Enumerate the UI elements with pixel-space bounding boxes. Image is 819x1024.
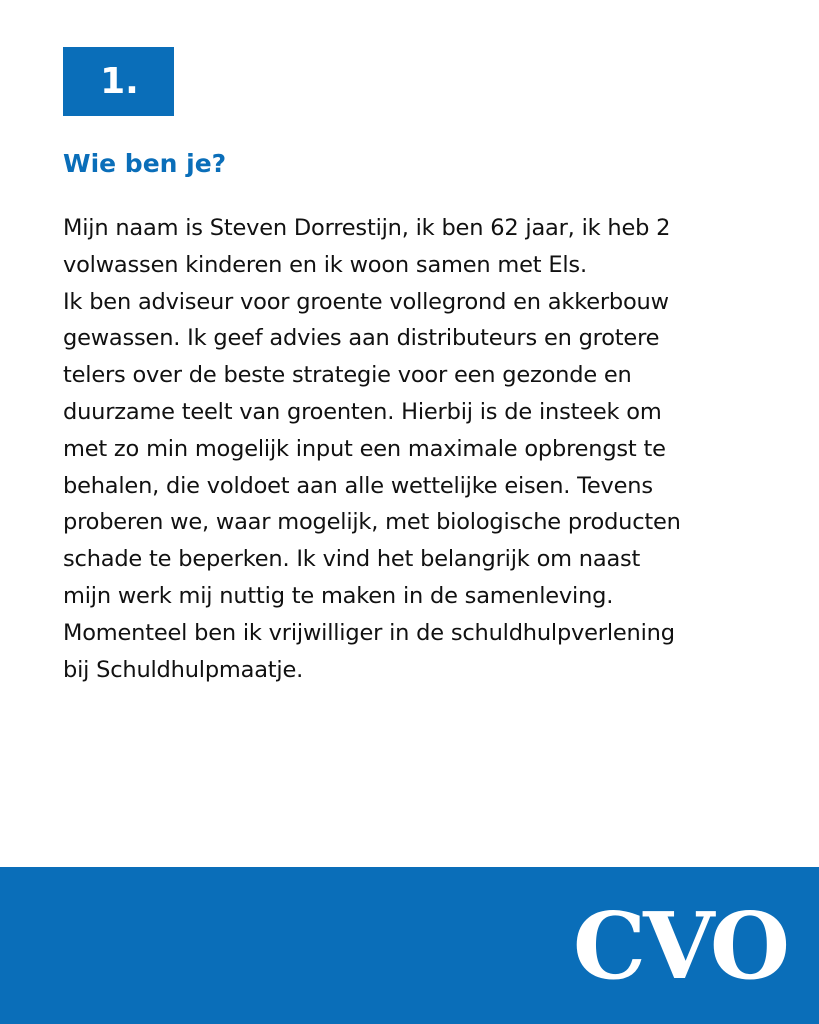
answer-line: Ik ben adviseur voor groente vollegrond en akkerbouw bbox=[63, 288, 669, 315]
answer-line: mijn werk mij nuttig te maken in de samenleving. bbox=[63, 582, 614, 609]
answer-line: bij Schuldhulpmaatje. bbox=[63, 656, 304, 683]
answer-line: proberen we, waar mogelijk, met biologische producten bbox=[63, 509, 681, 536]
answer-line: duurzame teelt van groenten. Hierbij is de insteek om bbox=[63, 398, 662, 425]
answer-line: gewassen. Ik geef advies aan distributeurs en grotere bbox=[63, 325, 660, 352]
answer-line: behalen, die voldoet aan alle wettelijke eisen. Tevens bbox=[63, 472, 653, 499]
question-heading: Wie ben je? bbox=[63, 149, 227, 178]
question-number-badge: 1. bbox=[63, 47, 174, 116]
answer-line: telers over de beste strategie voor een gezonde en bbox=[63, 362, 632, 389]
answer-line: met zo min mogelijk input een maximale opbrengst te bbox=[63, 435, 666, 462]
answer-line: Momenteel ben ik vrijwilliger in de schuldhulpverlening bbox=[63, 619, 675, 646]
answer-line: schade te beperken. Ik vind het belangrijk om naast bbox=[63, 546, 641, 573]
answer-paragraph bbox=[63, 210, 783, 688]
cvo-logo: CVO bbox=[572, 892, 787, 1000]
answer-line: Mijn naam is Steven Dorrestijn, ik ben 62 jaar, ik heb 2 bbox=[63, 215, 671, 241]
answer-line: volwassen kinderen en ik woon samen met Els. bbox=[63, 251, 587, 278]
